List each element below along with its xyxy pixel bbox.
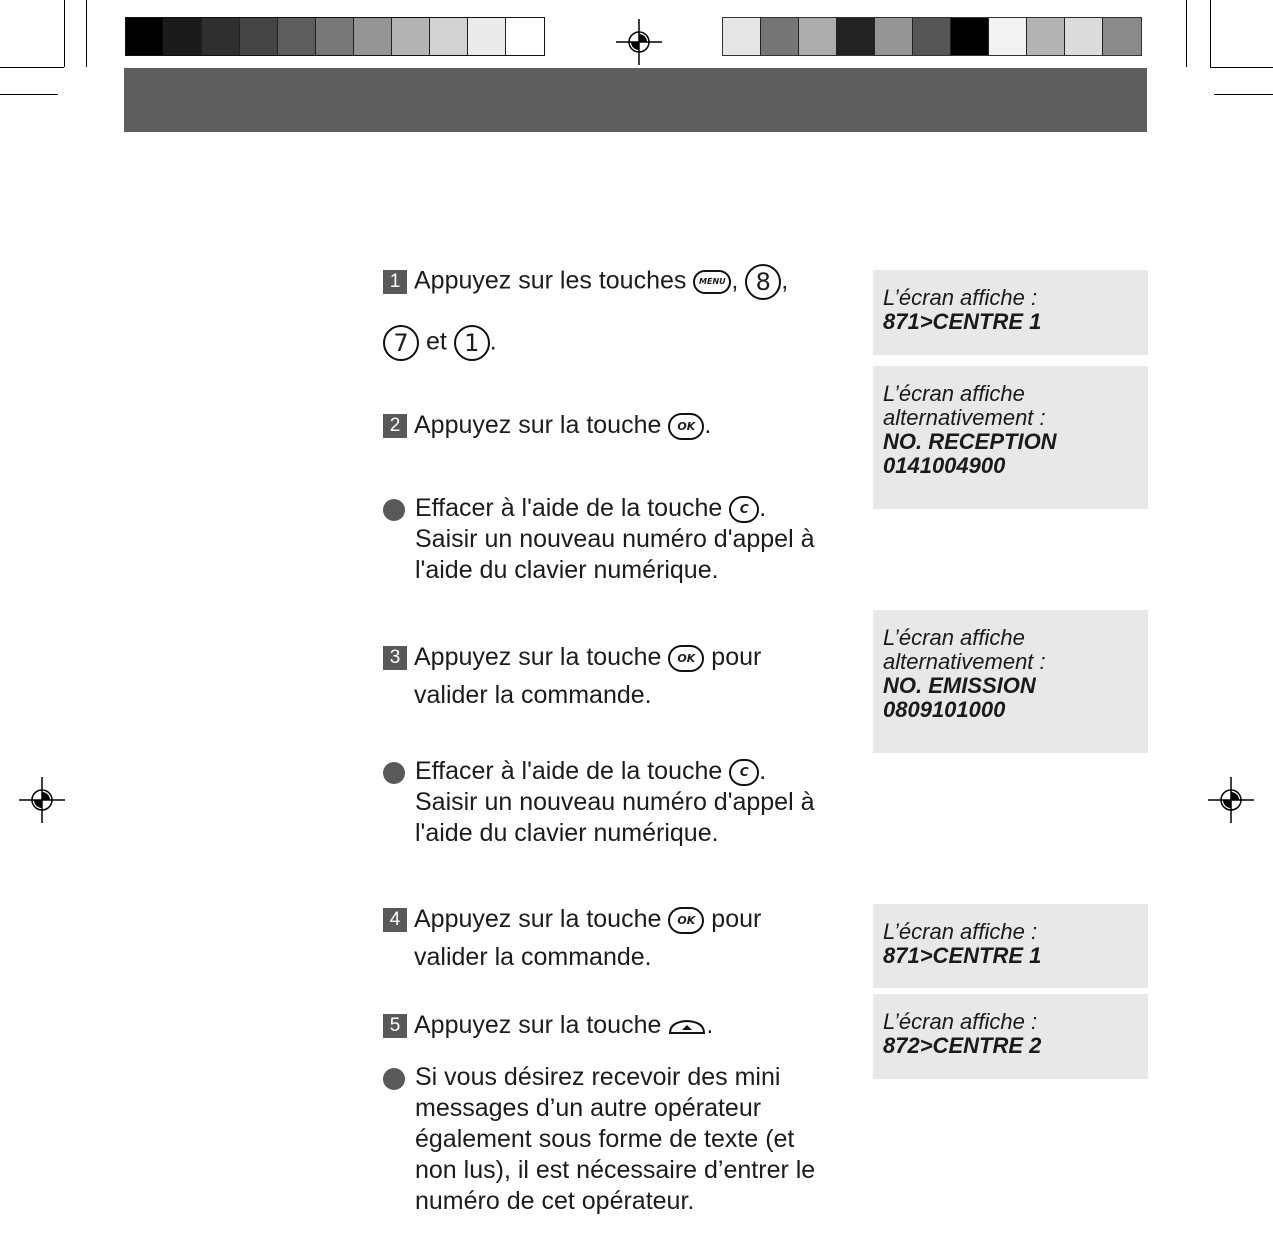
display-label: L’écran affiche : bbox=[883, 1009, 1038, 1034]
bullet-line: Si vous désirez recevoir des mini bbox=[415, 1063, 781, 1091]
crop-mark bbox=[0, 67, 64, 68]
step-1 bbox=[383, 264, 788, 300]
step-5 bbox=[383, 1009, 713, 1042]
period: . bbox=[759, 757, 767, 785]
bullet-note bbox=[383, 1062, 863, 1232]
display-box-2 bbox=[873, 366, 1148, 509]
color-swatch bbox=[951, 18, 989, 55]
step-number: 4 bbox=[383, 908, 407, 932]
step-3-line2 bbox=[414, 679, 652, 712]
color-swatch bbox=[126, 18, 164, 55]
header-band bbox=[124, 68, 1147, 132]
registration-mark-icon bbox=[17, 775, 67, 825]
color-swatch bbox=[430, 18, 468, 55]
separator: , bbox=[731, 266, 739, 295]
color-swatch bbox=[723, 18, 761, 55]
registration-mark-icon bbox=[1206, 775, 1256, 825]
display-label: L’écran affiche : bbox=[883, 285, 1038, 310]
crop-mark bbox=[64, 0, 65, 67]
color-calibration-bar-left bbox=[125, 17, 545, 56]
step-number: 3 bbox=[383, 646, 407, 670]
color-swatch bbox=[913, 18, 951, 55]
step-text: pour bbox=[711, 643, 762, 671]
color-swatch bbox=[761, 18, 799, 55]
color-swatch bbox=[202, 18, 240, 55]
crop-mark bbox=[1210, 67, 1273, 68]
bullet-icon bbox=[383, 499, 405, 521]
crop-mark bbox=[86, 0, 87, 67]
bullet-line: l'aide du clavier numérique. bbox=[415, 819, 719, 847]
step-text: Appuyez sur la touche bbox=[414, 1011, 662, 1039]
color-swatch bbox=[240, 18, 278, 55]
bullet-line: l'aide du clavier numérique. bbox=[415, 556, 719, 584]
color-swatch bbox=[989, 18, 1027, 55]
menu-key-icon: MENU bbox=[693, 270, 731, 294]
ok-key-icon: OK bbox=[668, 907, 704, 934]
c-key-icon: C bbox=[729, 496, 759, 523]
step-text: Appuyez sur les touches bbox=[414, 266, 687, 295]
display-value: 872>CENTRE 2 bbox=[883, 1033, 1042, 1058]
bullet-line: numéro de cet opérateur. bbox=[415, 1187, 695, 1215]
color-swatch bbox=[837, 18, 875, 55]
color-swatch bbox=[1103, 18, 1141, 55]
step-4-line2 bbox=[414, 941, 652, 974]
display-box-3 bbox=[873, 610, 1148, 753]
color-swatch bbox=[875, 18, 913, 55]
separator: , bbox=[781, 266, 789, 295]
bullet-text bbox=[415, 493, 815, 586]
step-4 bbox=[383, 903, 761, 936]
step-1-continued bbox=[383, 325, 497, 361]
up-arrow-key-icon bbox=[668, 1016, 706, 1036]
display-value: 871>CENTRE 1 bbox=[883, 309, 1042, 334]
c-key-icon: C bbox=[729, 759, 759, 786]
crop-mark bbox=[0, 94, 58, 95]
display-value: NO. EMISSION bbox=[883, 673, 1036, 698]
color-swatch bbox=[354, 18, 392, 55]
step-text: et bbox=[425, 327, 447, 356]
display-value: 871>CENTRE 1 bbox=[883, 943, 1042, 968]
step-number: 1 bbox=[383, 270, 407, 294]
display-label: L’écran affiche bbox=[883, 381, 1025, 406]
crop-mark bbox=[1210, 0, 1211, 67]
bullet-note bbox=[383, 756, 863, 856]
bullet-icon bbox=[383, 762, 405, 784]
key-7-icon: 7 bbox=[383, 325, 419, 361]
display-label: alternativement : bbox=[883, 649, 1046, 674]
key-1-icon: 1 bbox=[454, 325, 490, 361]
crop-mark bbox=[1214, 94, 1273, 95]
display-box-4 bbox=[873, 904, 1148, 988]
bullet-icon bbox=[383, 1068, 405, 1090]
bullet-note bbox=[383, 493, 863, 593]
display-box-1 bbox=[873, 270, 1148, 355]
step-text: Appuyez sur la touche bbox=[414, 643, 662, 671]
step-3 bbox=[383, 641, 761, 674]
color-calibration-bar-right bbox=[722, 17, 1142, 56]
display-box-5 bbox=[873, 994, 1148, 1079]
step-number: 2 bbox=[383, 414, 407, 438]
step-number: 5 bbox=[383, 1014, 407, 1038]
ok-key-icon: OK bbox=[668, 413, 704, 440]
color-swatch bbox=[392, 18, 430, 55]
key-8-icon: 8 bbox=[745, 264, 781, 300]
display-label: L’écran affiche bbox=[883, 625, 1025, 650]
step-text: valider la commande. bbox=[414, 943, 652, 971]
registration-mark-icon bbox=[614, 17, 664, 67]
bullet-line: Saisir un nouveau numéro d'appel à bbox=[415, 525, 815, 553]
bullet-line: également sous forme de texte (et bbox=[415, 1125, 795, 1153]
bullet-line: non lus), il est nécessaire d’entrer le bbox=[415, 1156, 816, 1184]
bullet-line: Saisir un nouveau numéro d'appel à bbox=[415, 788, 815, 816]
display-value: 0809101000 bbox=[883, 697, 1006, 722]
bullet-line: Effacer à l'aide de la touche bbox=[415, 757, 723, 785]
period: . bbox=[706, 1011, 714, 1039]
color-swatch bbox=[799, 18, 837, 55]
period: . bbox=[704, 411, 712, 439]
step-text: Appuyez sur la touche bbox=[414, 411, 662, 439]
step-text: Appuyez sur la touche bbox=[414, 905, 662, 933]
color-swatch bbox=[164, 18, 202, 55]
step-text: pour bbox=[711, 905, 762, 933]
step-text: valider la commande. bbox=[414, 681, 652, 709]
display-value: NO. RECEPTION bbox=[883, 429, 1057, 454]
bullet-text bbox=[415, 756, 815, 849]
bullet-text bbox=[415, 1062, 815, 1217]
color-swatch bbox=[1027, 18, 1065, 55]
color-swatch bbox=[468, 18, 506, 55]
step-2 bbox=[383, 409, 711, 442]
bullet-line: messages d’un autre opérateur bbox=[415, 1094, 762, 1122]
display-label: alternativement : bbox=[883, 405, 1046, 430]
ok-key-icon: OK bbox=[668, 645, 704, 672]
period: . bbox=[759, 494, 767, 522]
bullet-line: Effacer à l'aide de la touche bbox=[415, 494, 723, 522]
color-swatch bbox=[316, 18, 354, 55]
period: . bbox=[489, 327, 497, 356]
display-value: 0141004900 bbox=[883, 453, 1006, 478]
display-label: L’écran affiche : bbox=[883, 919, 1038, 944]
color-swatch bbox=[506, 18, 544, 55]
color-swatch bbox=[1065, 18, 1103, 55]
crop-mark bbox=[1186, 0, 1187, 67]
color-swatch bbox=[278, 18, 316, 55]
